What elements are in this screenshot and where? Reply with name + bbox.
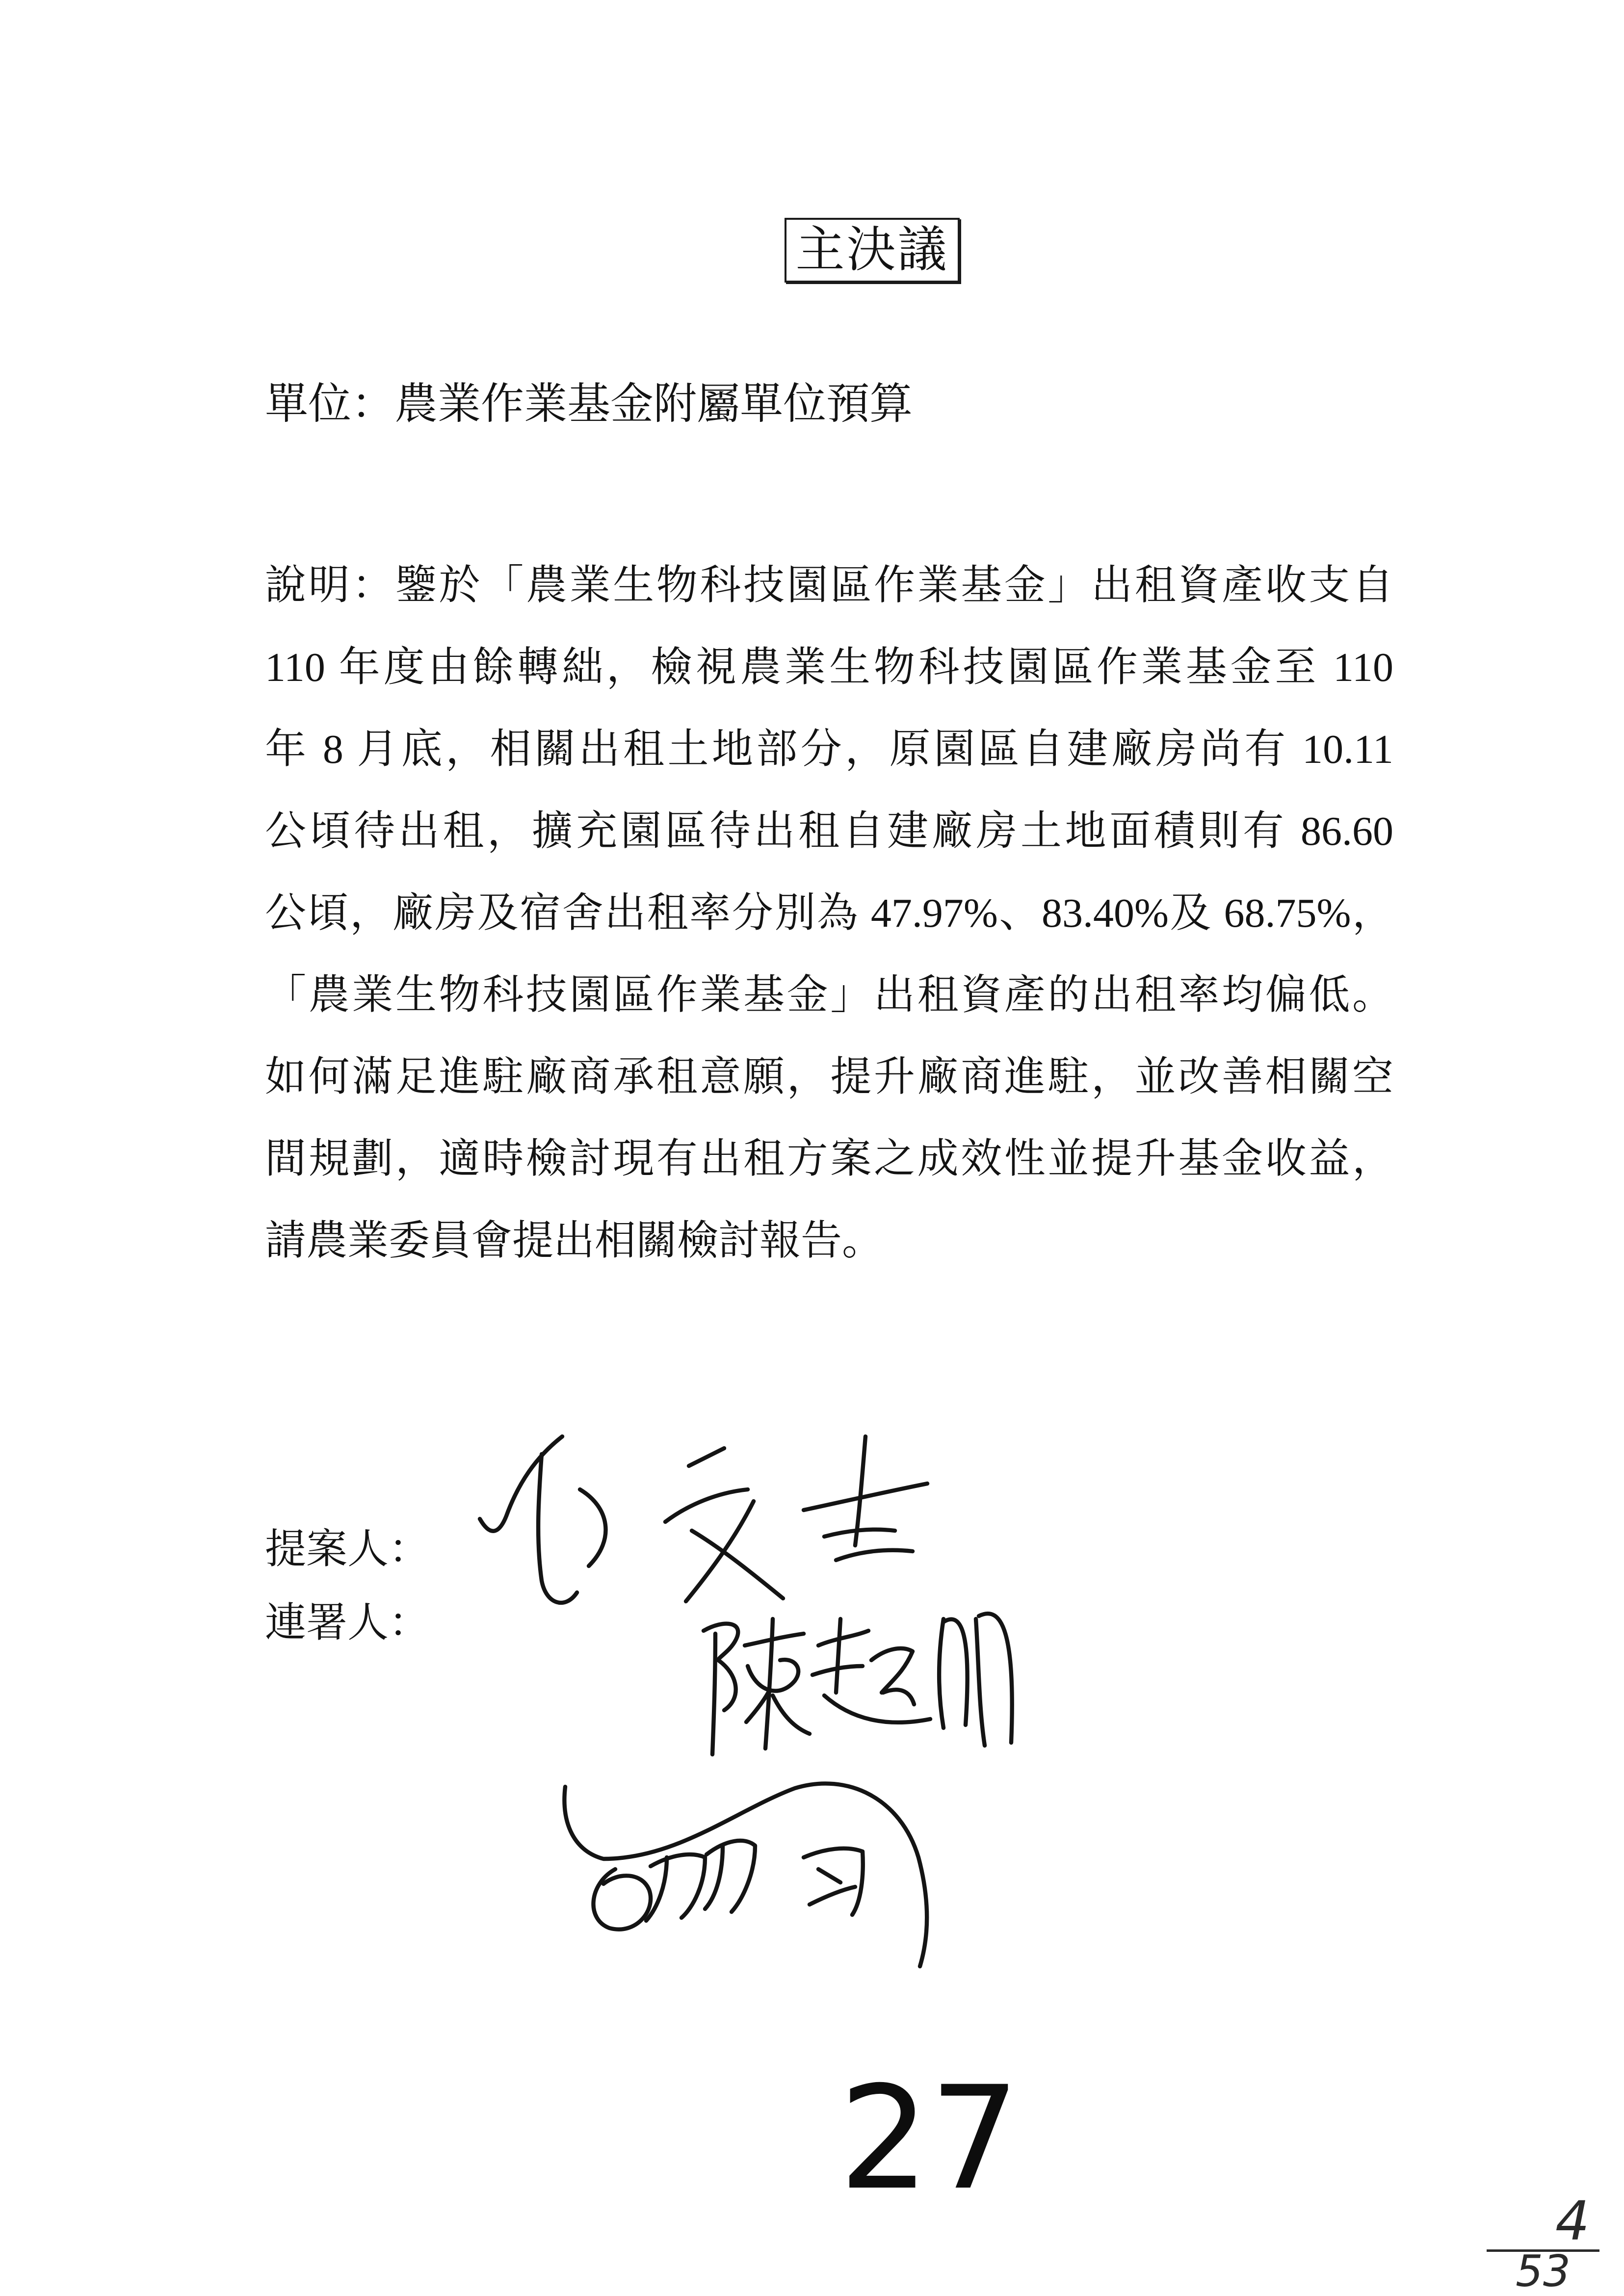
sheet-count-mark (1487, 2190, 1599, 2296)
pen-stroke (939, 1619, 943, 1728)
pen-stroke (712, 1634, 715, 1754)
pen-stroke (883, 1690, 914, 1704)
sheet-mark-top: 4 (1555, 2190, 1590, 2252)
cosigner-signature-2 (564, 1783, 927, 1966)
pen-stroke (824, 1530, 895, 1537)
pen-stroke (748, 1660, 798, 1691)
explanation-line: 如何滿足進駐廠商承租意願，提升廠商進駐，並改善相關空 (265, 1054, 1393, 1100)
pen-stroke (943, 1619, 968, 1725)
pen-stroke (871, 1648, 913, 1693)
explanation-line: 說明：鑒於「農業生物科技園區作業基金」出租資產收支自 (265, 563, 1393, 608)
pen-stroke (480, 1436, 562, 1531)
cosigner-label: 連署人： (265, 1600, 430, 1646)
unit-line: 單位：農業作業基金附屬單位預算 (265, 381, 913, 428)
explanation-line: 年 8 月底，相關出租土地部分，原園區自建廠房尚有 10.11 (265, 727, 1393, 772)
explanation-line: 間規劃，適時檢討現有出租方案之成效性並提升基金收益， (265, 1136, 1393, 1182)
pen-stroke (804, 1484, 927, 1510)
pen-stroke (818, 1869, 840, 1882)
pen-stroke (704, 1624, 738, 1710)
pen-stroke (773, 1696, 810, 1734)
document-title: 主決議 (785, 218, 960, 283)
proposer-signature (480, 1436, 927, 1603)
pen-stroke (976, 1619, 985, 1746)
proposer-label: 提案人： (265, 1527, 430, 1572)
pen-stroke (689, 1448, 724, 1466)
pen-stroke (818, 1631, 868, 1645)
pen-stroke (651, 1854, 705, 1918)
pen-stroke (665, 1489, 748, 1522)
pen-stroke (810, 1887, 855, 1905)
pen-stroke (580, 1489, 605, 1566)
pen-stroke (707, 1841, 755, 1912)
cosigner-signature-1 (704, 1614, 1012, 1754)
explanation-line: 公頃待出租，擴充園區待出租自建廠房土地面積則有 86.60 (265, 809, 1393, 854)
explanation-line: 請農業委員會提出相關檢討報告。 (265, 1218, 884, 1264)
explanation-line: 「農業生物科技園區作業基金」出租資產的出租率均偏低。 (265, 972, 1393, 1018)
page-number: 27 (839, 2056, 1021, 2221)
pen-stroke (836, 1619, 840, 1693)
pen-stroke (538, 1454, 577, 1603)
sheet-mark-bottom: 53 (1487, 2249, 1599, 2291)
explanation-line: 公頃，廠房及宿舍出租率分別為 47.97%、83.40%及 68.75%， (265, 890, 1393, 936)
explanation-line: 110 年度由餘轉絀，檢視農業生物科技園區作業基金至 110 (265, 645, 1393, 690)
pen-stroke (745, 1634, 804, 1645)
pen-stroke (692, 1531, 783, 1598)
pen-stroke (836, 1550, 913, 1560)
pen-stroke (593, 1869, 651, 1930)
